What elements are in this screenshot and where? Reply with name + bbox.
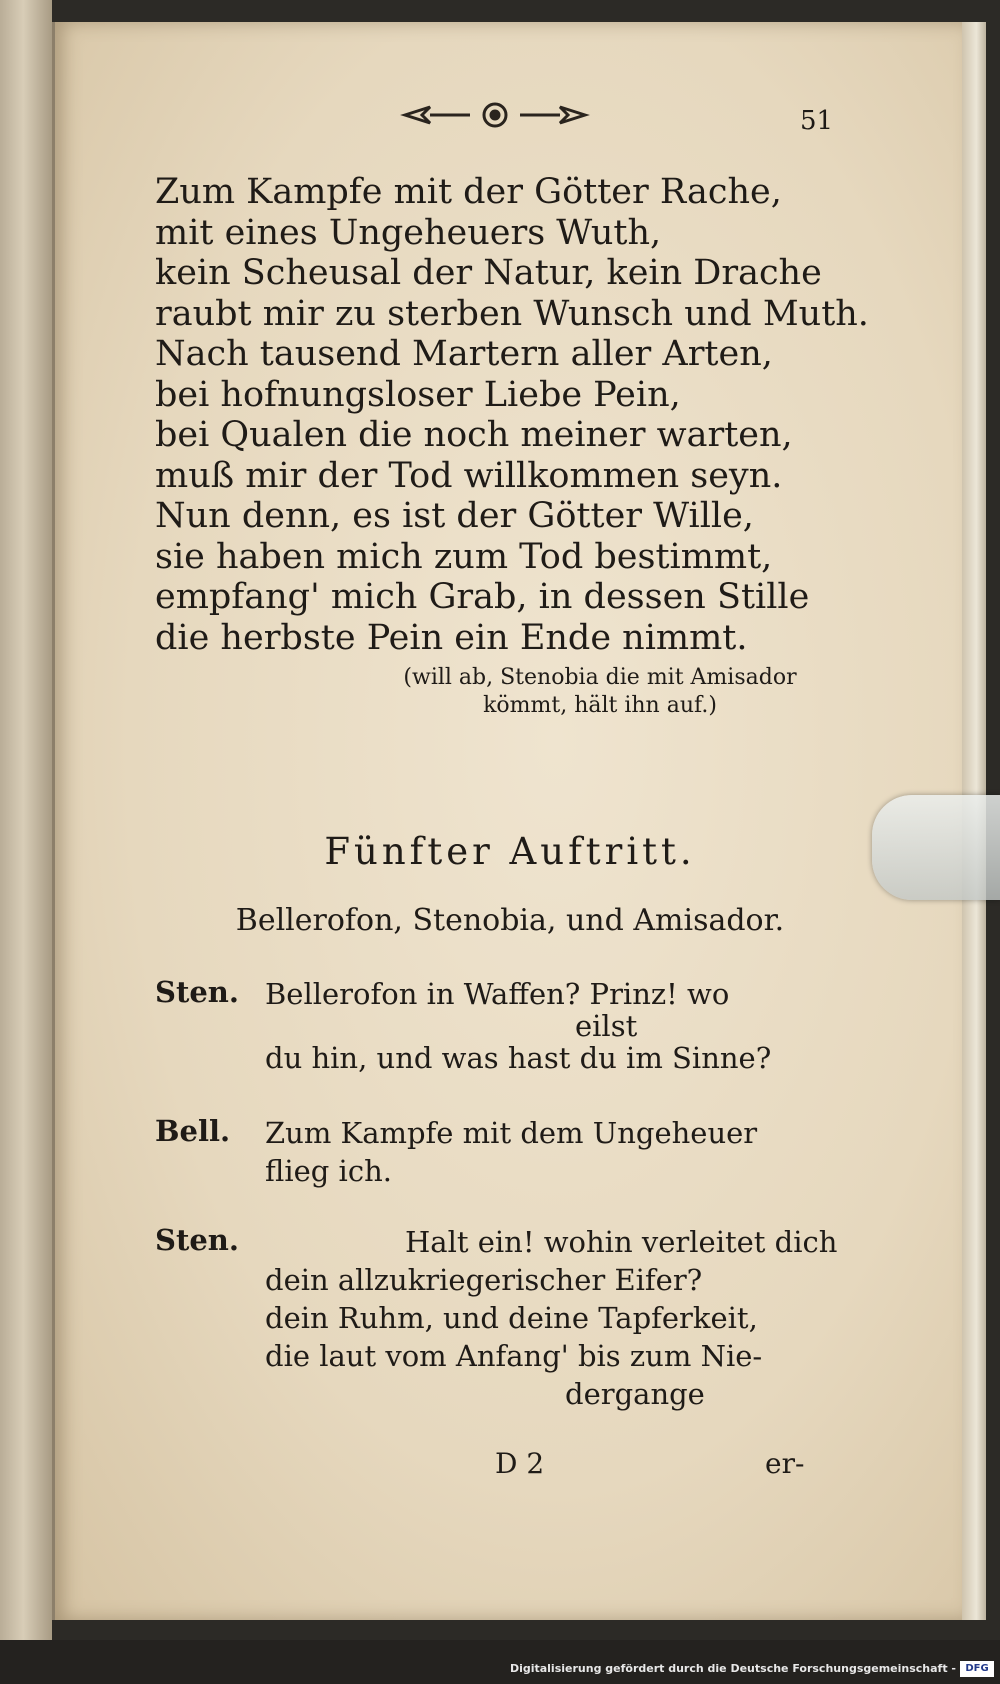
speech-line: dergange [565,1377,705,1411]
page-number: 51 [800,106,834,136]
verse-line: raubt mir zu sterben Wunsch und Muth. [155,293,869,334]
verse-line: muß mir der Tod willkommen seyn. [155,455,783,496]
verse-line: bei Qualen die noch meiner warten, [155,415,793,455]
verse-line: kein Scheusal der Natur, kein Drache [155,253,822,293]
verse-line: die herbste Pein ein Ende nimmt. [155,617,748,658]
speech-text [265,975,875,1077]
speech-line: dein allzukriegerischer Eifer? [265,1263,703,1297]
speech-line: Halt ein! wohin verleitet dich [405,1225,838,1259]
page-clip [872,795,1000,900]
speech-text [265,1114,875,1190]
stage-direction-line: (will ab, Stenobia die mit Amisador [403,665,797,690]
catchword: er- [765,1447,805,1480]
stage-direction-line: kömmt, hält ihn auf.) [483,693,717,718]
footer-bar [0,1640,1000,1684]
speech-line: dein Ruhm, und deine Tapferkeit, [265,1301,758,1335]
verse-line: Zum Kampfe mit der Götter Rache, [155,172,782,212]
speech-line: flieg ich. [265,1154,392,1188]
character-list: Bellerofon, Stenobia, und Amisador. [235,903,785,938]
funding-notice: Digitalisierung gefördert durch die Deutsche Forschungsgemeinschaft - [509,1662,956,1675]
verse-line: bei hofnungsloser Liebe Pein, [155,374,681,415]
verse-block [155,172,875,658]
dfg-logo-icon: DFG [960,1661,994,1677]
verse-line: Nach tausend Martern aller Arten, [155,334,773,374]
speech-line: du hin, und was hast du im Sinne? [265,1041,772,1075]
verse-line: empfang' mich Grab, in dessen Stille [155,577,810,617]
speaker-name: Sten. [155,975,239,1009]
verse-line: Nun denn, es ist der Götter Wille, [155,496,754,536]
signature-mark: D 2 [495,1447,545,1480]
previous-page-edge [0,0,52,1640]
speech-line: eilst [575,1009,638,1043]
verse-line: sie haben mich zum Tod bestimmt, [155,536,773,577]
speech-text [265,1223,875,1413]
stage-direction [330,664,870,720]
ornament-icon [400,95,590,135]
verse-line: mit eines Ungeheuers Wuth, [155,212,662,253]
speech-line: Zum Kampfe mit dem Ungeheuer [265,1116,758,1150]
speaker-name: Sten. [155,1223,239,1257]
speaker-name: Bell. [155,1114,231,1148]
speech-line: die laut vom Anfang' bis zum Nie- [265,1339,763,1373]
scene-title: Fünfter Auftritt. [324,830,696,873]
speech-line: Bellerofon in Waffen? Prinz! wo [265,977,730,1011]
